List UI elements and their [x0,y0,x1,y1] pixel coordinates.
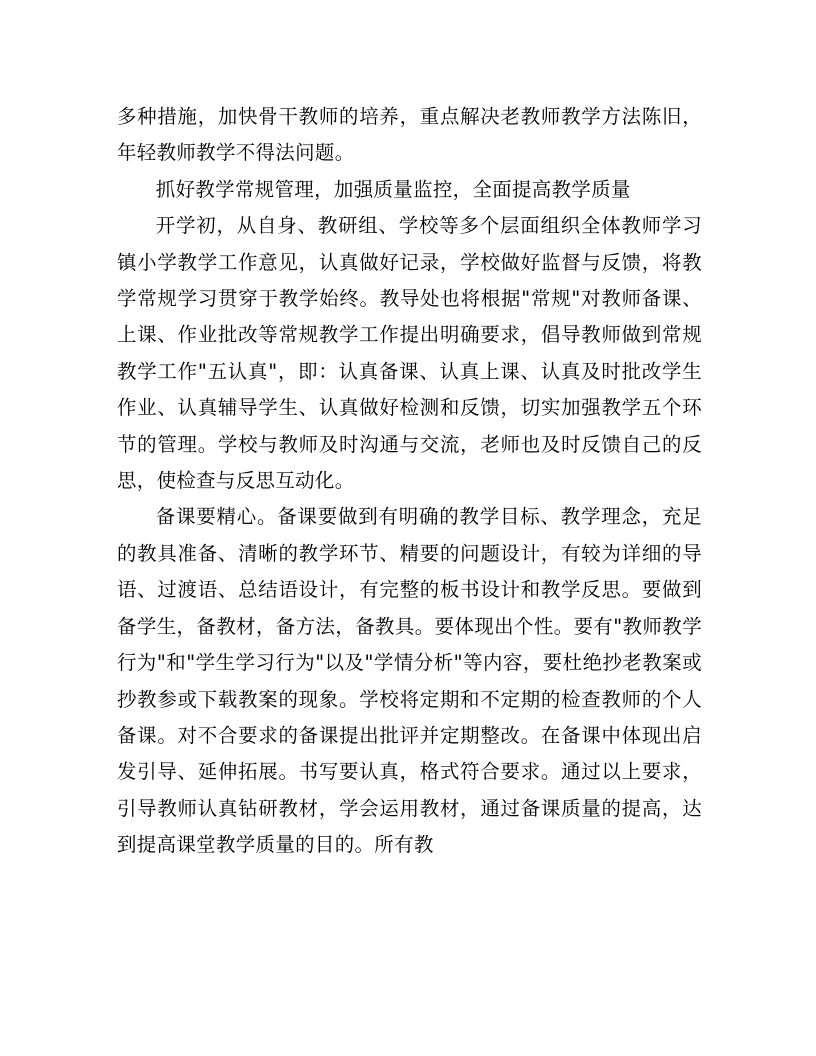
paragraph: 开学初，从自身、教研组、学校等多个层面组织全体教师学习镇小学教学工作意见，认真做好记录，学校做好监督与反馈，将教学常规学习贯穿于教学始终。教导处也将根据"常规"对教师备课、上课、作业批改等常规教学工作提出明确要求，倡导教师做到常规教学工作"五认真"，即：认真备课、认真上课、认真及时批改学生作业、认真辅导学生、认真做好检测和反馈，切实加强教学五个环节的管理。学校与教师及时沟通与交流，老师也及时反馈自己的反思，使检查与反思互动化。 [117,214,702,493]
document-body [117,99,702,864]
paragraph-continued: 多种措施，加快骨干教师的培养，重点解决老教师教学方法陈旧，年轻教师教学不得法问题。 [117,105,702,165]
paragraph: 备课要精心。备课要做到有明确的教学目标、教学理念，充足的教具准备、清晰的教学环节、精要的问题设计，有较为详细的导语、过渡语、总结语设计，有完整的板书设计和教学反思。要做到备学生，备教材，备方法，备教具。要体现出个性。要有"教师教学行为"和"学生学习行为"以及"学情分析"等内容，要杜绝抄老教案或抄教参或下载教案的现象。学校将定期和不定期的检查教师的个人备课。对不合要求的备课提出批评并定期整改。在备课中体现出启发引导、延伸拓展。书写要认真，格式符合要求。通过以上要求，引导教师认真钻研教材，学会运用教材，通过备课质量的提高，达到提高课堂教学质量的目的。所有教 [117,505,702,857]
section-heading: 抓好教学常规管理，加强质量监控，全面提高教学质量 [155,177,631,201]
